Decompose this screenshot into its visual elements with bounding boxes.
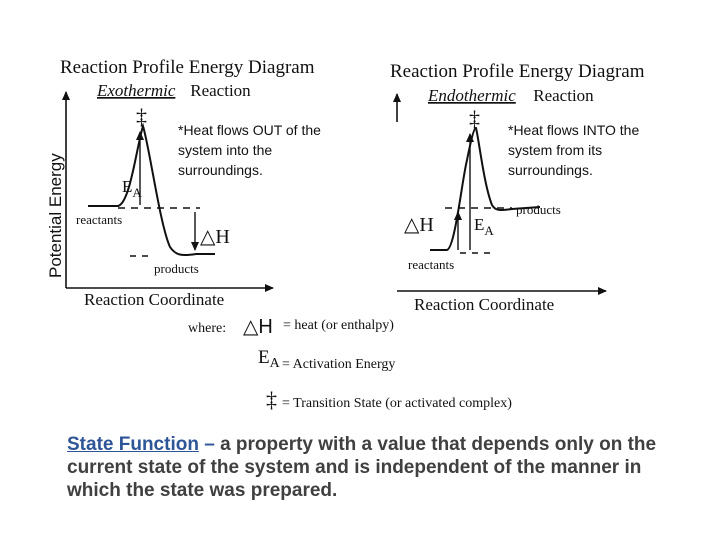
y-axis-label: Potential Energy bbox=[46, 153, 65, 278]
endo-ea-label: $E_A$ bbox=[474, 215, 494, 238]
exo-note-line: *Heat flows OUT of the bbox=[178, 122, 321, 138]
exo-subtitle-italic: Exothermic bbox=[97, 81, 176, 100]
endothermic-panel bbox=[390, 61, 645, 314]
definition-dash: – bbox=[198, 434, 221, 455]
definition-term: State Function bbox=[67, 434, 199, 455]
endo-reactants-label: reactants bbox=[408, 257, 455, 272]
endo-transition-state-symbol: ‡ bbox=[469, 106, 480, 131]
endo-subtitle-italic: Endothermic bbox=[428, 86, 516, 105]
legend-ea-symbol: $E_A$ bbox=[258, 347, 280, 371]
state-function-definition bbox=[67, 433, 687, 502]
endo-note-line: system from its bbox=[508, 142, 603, 158]
legend-dh-symbol: △H bbox=[243, 316, 273, 338]
endo-x-axis-label: Reaction Coordinate bbox=[414, 295, 555, 314]
exo-note bbox=[178, 122, 321, 178]
legend-ea-text: = Activation Energy bbox=[282, 357, 396, 372]
exothermic-panel bbox=[46, 57, 321, 309]
exo-dh-label: △H bbox=[200, 226, 230, 248]
endo-title: Reaction Profile Energy Diagram bbox=[390, 61, 645, 82]
endo-note-line: surroundings. bbox=[508, 162, 593, 178]
exo-note-line: surroundings. bbox=[178, 162, 263, 178]
endo-subtitle-rest: Reaction bbox=[529, 86, 594, 105]
exo-products-label: products bbox=[154, 261, 199, 276]
symbol-legend bbox=[188, 316, 512, 412]
exo-x-axis-label: Reaction Coordinate bbox=[84, 290, 225, 309]
legend-ts-text: = Transition State (or activated complex) bbox=[282, 396, 512, 411]
definition-text: a property with a value that depends only on the current state of the system and is independent of the manner in which the state was prepared. bbox=[67, 434, 657, 501]
exo-ea-label: $E_A$ bbox=[122, 177, 142, 200]
exo-reactants-label: reactants bbox=[76, 212, 123, 227]
exo-note-line: system into the bbox=[178, 142, 273, 158]
legend-where: where: bbox=[188, 321, 227, 336]
endo-note-line: *Heat flows INTO the bbox=[508, 122, 640, 138]
endo-note bbox=[508, 122, 639, 178]
exo-transition-state-symbol: ‡ bbox=[136, 104, 147, 129]
legend-dh-text: = heat (or enthalpy) bbox=[283, 318, 394, 333]
endo-dh-label: △H bbox=[404, 214, 434, 236]
endo-products-label: products bbox=[516, 202, 561, 217]
exo-subtitle-rest: Reaction bbox=[186, 81, 251, 100]
legend-ts-symbol: ‡ bbox=[266, 387, 277, 412]
exo-title: Reaction Profile Energy Diagram bbox=[60, 57, 315, 78]
